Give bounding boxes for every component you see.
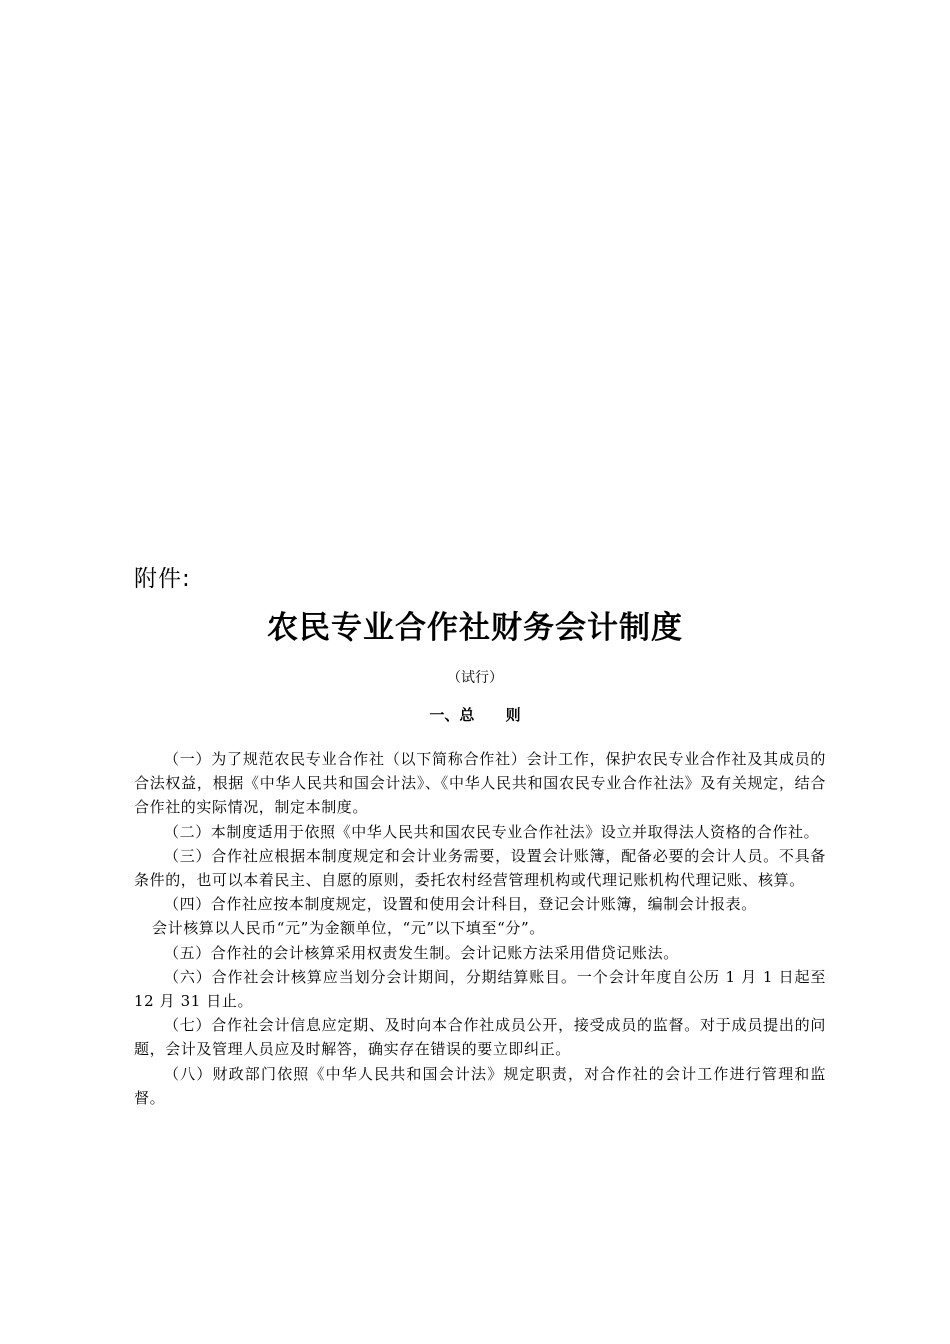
paragraph-2: （二）本制度适用于依照《中华人民共和国农民专业合作社法》设立并取得法人资格的合作社。	[164, 822, 820, 841]
paragraph-8: （七）合作社会计信息应定期、及时向本合作社成员公开，接受成员的监督。对于成员提出的问题，会计及管理人员应及时解答，确实存在错误的要立即纠正。	[134, 1016, 826, 1059]
paragraph-4: （四）合作社应按本制度规定，设置和使用会计科目，登记会计账簿，编制会计报表。	[164, 895, 757, 914]
paragraph-3: （三）合作社应根据本制度规定和会计业务需要，设置会计账簿，配备必要的会计人员。不具备条件的，也可以本着民主、自愿的原则，委托农村经营管理机构或代理记账机构代理记账、核算。	[134, 846, 826, 890]
document-subtitle: （试行）	[447, 670, 503, 686]
paragraph-6: （五）合作社的会计核算采用权责发生制。会计记账方法采用借贷记账法。	[164, 943, 679, 962]
document-title: 农民专业合作社财务会计制度	[267, 610, 683, 646]
document-body	[134, 747, 826, 1110]
paragraph-7: （六）合作社会计核算应当划分会计期间，分期结算账目。一个会计年度自公历 1 月 1 日起至 12 月 31 日止。	[134, 967, 826, 1011]
paragraph-5: 会计核算以人民币“元”为金额单位，“元”以下填至“分”。	[152, 919, 545, 938]
paragraph-1: （一）为了规范农民专业合作社（以下简称合作社）会计工作，保护农民专业合作社及其成员的合法权益，根据《中华人民共和国会计法》、《中华人民共和国农民专业合作社法》及有关规定，结合合作社的实际情况，制定本制度。	[134, 750, 826, 817]
section-heading: 一、总 则	[429, 706, 521, 724]
paragraph-9: （八）财政部门依照《中华人民共和国会计法》规定职责，对合作社的会计工作进行管理和监督。	[134, 1064, 826, 1107]
attachment-label: 附件:	[134, 566, 191, 592]
